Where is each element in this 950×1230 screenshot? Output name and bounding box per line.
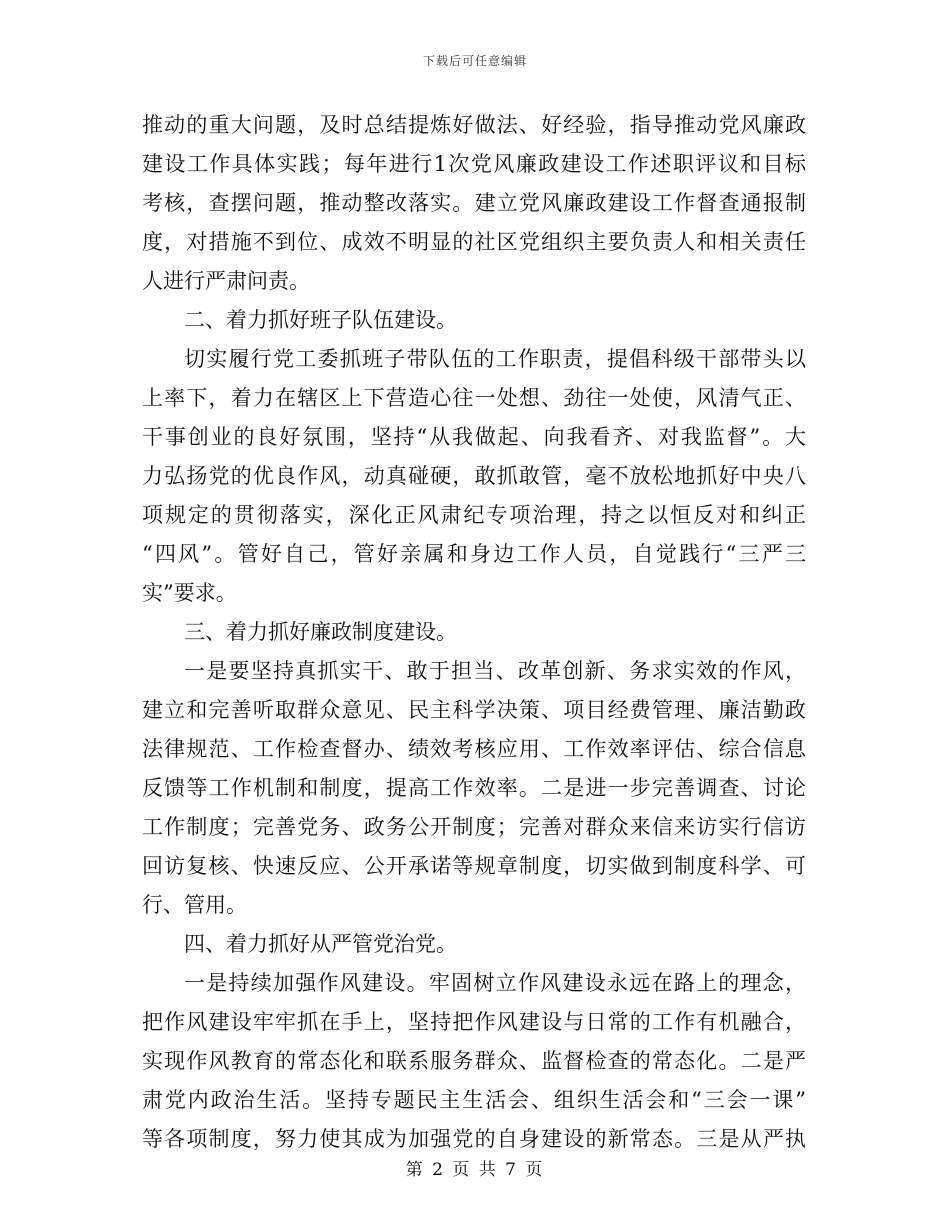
text-line: 度，对措施不到位、成效不明显的社区党组织主要负责人和相关责任 xyxy=(142,230,806,254)
text-line: 等各项制度，努力使其成为加强党的自身建设的新常态。三是从严执 xyxy=(142,1127,806,1151)
page-number-footer: 第 2 页 共 7 页 xyxy=(405,1160,545,1180)
text-line: 人进行严肃问责。 xyxy=(142,269,310,293)
text-line: 一是要坚持真抓实干、敢于担当、改革创新、务求实效的作风， xyxy=(184,659,806,683)
text-line: 建立和完善听取群众意见、民主科学决策、项目经费管理、廉洁勤政 xyxy=(142,698,806,722)
text-line: 实现作风教育的常态化和联系服务群众、监督检查的常态化。二是严 xyxy=(142,1049,806,1073)
text-line: 干事创业的良好氛围，坚持“从我做起、向我看齐、对我监督”。大 xyxy=(142,425,806,449)
text-line: 回访复核、快速反应、公开承诺等规章制度，切实做到制度科学、可 xyxy=(142,854,806,878)
text-line: 四、着力抓好从严管党治党。 xyxy=(184,932,457,956)
text-line: 考核，查摆问题，推动整改落实。建立党风廉政建设工作督查通报制 xyxy=(142,191,806,215)
text-line: “四风”。管好自己，管好亲属和身边工作人员，自觉践行“三严三 xyxy=(142,542,806,566)
text-line: 二、着力抓好班子队伍建设。 xyxy=(184,308,457,332)
document-body xyxy=(142,106,806,1159)
text-line: 肃党内政治生活。坚持专题民主生活会、组织生活会和“三会一课” xyxy=(142,1088,806,1112)
text-line: 力弘扬党的优良作风，动真碰硬，敢抓敢管，毫不放松地抓好中央八 xyxy=(142,464,806,488)
text-line: 建设工作具体实践；每年进行1次党风廉政建设工作述职评议和目标 xyxy=(142,152,806,176)
text-line: 推动的重大问题，及时总结提炼好做法、好经验，指导推动党风廉政 xyxy=(142,113,806,137)
text-line: 实”要求。 xyxy=(142,581,237,605)
text-line: 工作制度；完善党务、政务公开制度；完善对群众来信来访实行信访 xyxy=(142,815,806,839)
text-line: 切实履行党工委抓班子带队伍的工作职责，提倡科级干部带头以 xyxy=(184,347,806,371)
text-line: 项规定的贯彻落实，深化正风肃纪专项治理，持之以恒反对和纠正 xyxy=(142,503,806,527)
text-line: 三、着力抓好廉政制度建设。 xyxy=(184,620,457,644)
text-line: 把作风建设牢牢抓在手上，坚持把作风建设与日常的工作有机融合， xyxy=(142,1010,806,1034)
text-line: 一是持续加强作风建设。牢固树立作风建设永远在路上的理念， xyxy=(184,971,806,995)
text-line: 行、管用。 xyxy=(142,893,247,917)
text-line: 上率下，着力在辖区上下营造心往一处想、劲往一处使，风清气正、 xyxy=(142,386,806,410)
text-line: 反馈等工作机制和制度，提高工作效率。二是进一步完善调查、讨论 xyxy=(142,776,806,800)
text-line: 法律规范、工作检查督办、绩效考核应用、工作效率评估、综合信息 xyxy=(142,737,806,761)
page-header: 下载后可任意编辑 xyxy=(422,54,527,68)
